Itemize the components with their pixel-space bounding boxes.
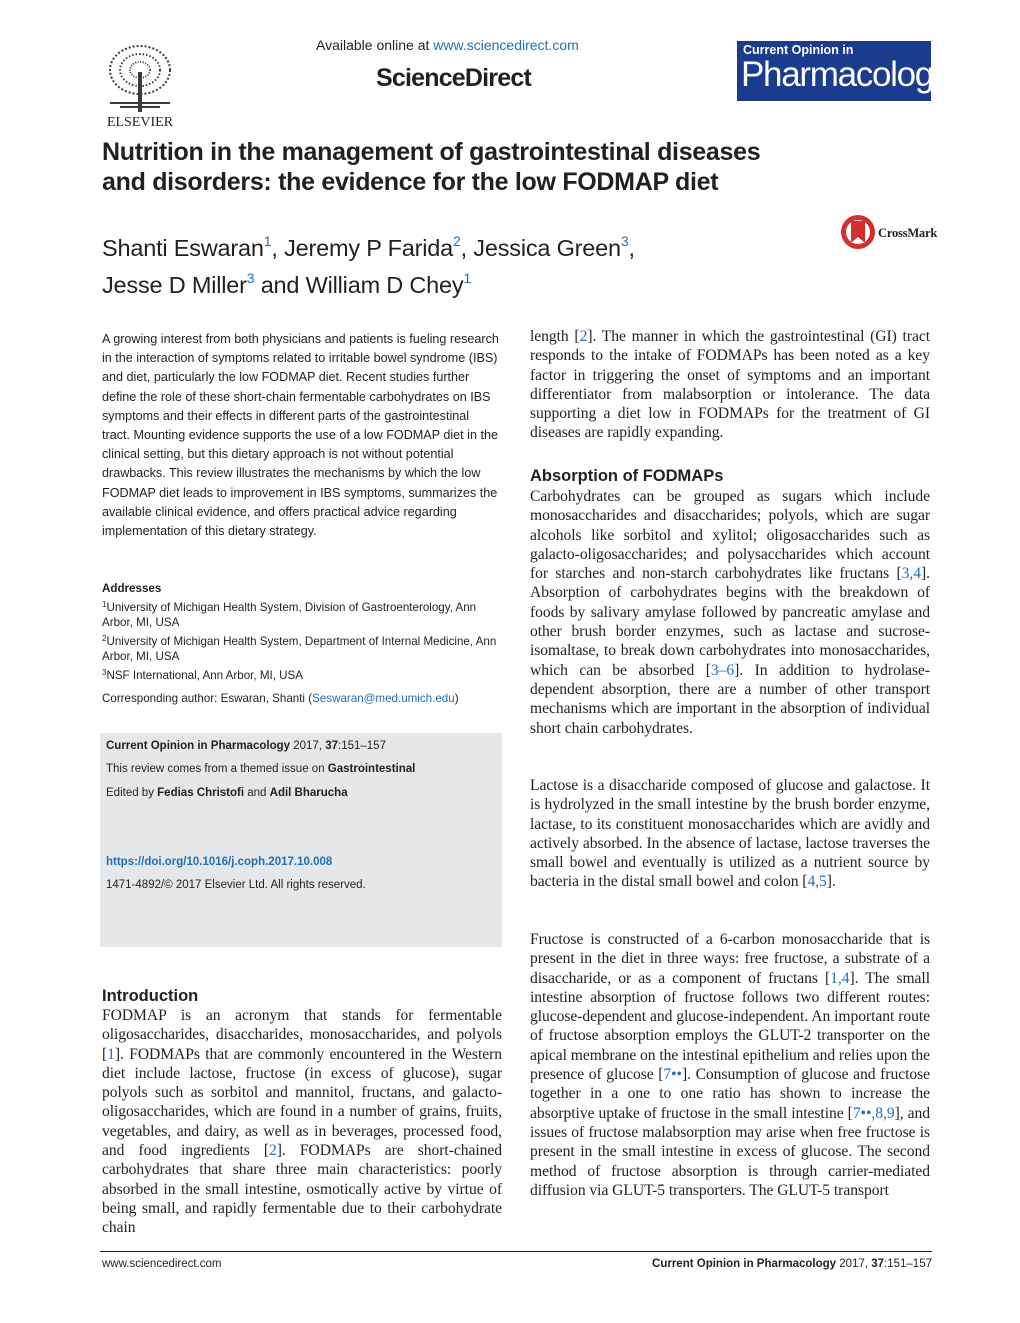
author-name: Jessica Green bbox=[473, 235, 621, 261]
absorption-paragraph-2: Lactose is a disaccharide composed of glucose and galactose. It is hydrolyzed in the small intestine by the brush border enzyme, lactase, to its constituent monosaccharides which are avidly and actively absorbed. In the absence of lactase, lactose traverses the small bowel and eventually is utilized as a nutrient source by bacteria in the distal small bowel and colon [4,5]. bbox=[530, 777, 930, 891]
edited-by-line: Edited by Fedias Christofi and Adil Bharucha bbox=[106, 787, 348, 799]
journal-logo-top: Current Opinion in bbox=[743, 43, 854, 57]
absorption-paragraph-3: Fructose is constructed of a 6-carbon monosaccharide that is present in the diet in three ways: free fructose, a substrate of a disaccharide, or as a component of fructans [1,4]. The small intestine absorption of fructose follows two different routes: glucose-dependent and glucose-independent. An important route of fructose absorption employs the GLUT-2 transporter on the apical membrane on the intestinal epithelium and relies upon the presence of glucose [7••]. Consumption of glucose and fructose together in a one to one ratio has shown to increase the absorptive uptake of fructose in the small intestine [7••,8,9], and issues of fructose malabsorption may arise when free fructose is present in the small intestine in excess of glucose. The second method of fructose absorption is through carrier-mediated diffusion via GLUT-5 transporters. The GLUT-5 transport bbox=[530, 931, 930, 1199]
abstract: A growing interest from both physicians and patients is fueling research in the interaction of symptoms related to irritable bowel syndrome (IBS) and diet, particularly the low FODMAP diet. Recent studies further define the role of these short-chain fermentable carbohydrates on IBS symptoms and their effects in different parts of the gastrointestinal tract. Mounting evidence supports the use of a low FODMAP diet in the clinical setting, but this dietary approach is not without potential drawbacks. This review illustrates the mechanisms by which the low FODMAP diet leads to improvement in IBS symptoms, summarizes the available clinical evidence, and offers practical advice regarding implementation of this dietary strategy. bbox=[102, 332, 499, 539]
absorption-heading: Absorption of FODMAPs bbox=[530, 467, 724, 485]
author-affiliation-ref[interactable]: 1 bbox=[463, 270, 472, 286]
author-affiliation-ref[interactable]: 3 bbox=[246, 270, 255, 286]
footer-citation: Current Opinion in Pharmacology 2017, 37:151–157 bbox=[652, 1258, 932, 1270]
citation-link[interactable]: 2 bbox=[269, 1142, 277, 1160]
doi-link[interactable]: https://doi.org/10.1016/j.coph.2017.10.008 bbox=[106, 856, 333, 868]
citation-link[interactable]: 1,4 bbox=[830, 969, 850, 987]
author-affiliation-ref[interactable]: 3 bbox=[620, 233, 629, 249]
address-item: $^1$University of Michigan Health System, Division of Gastroenterology, Ann Arbor, MI, USA bbox=[102, 599, 477, 630]
journal-logo-bottom: Pharmacology bbox=[741, 55, 950, 94]
introduction-heading: Introduction bbox=[102, 987, 199, 1005]
author-affiliation-ref[interactable]: 2 bbox=[453, 233, 461, 249]
journal-logo bbox=[737, 41, 950, 101]
citation-link[interactable]: 1 bbox=[107, 1045, 115, 1063]
addresses-heading: Addresses bbox=[102, 582, 162, 595]
intro-continued-paragraph: length [2]. The manner in which the gastrointestinal (GI) tract responds to the intake of FODMAPs has been noted as a key factor in triggering the onset of symptoms and an important differentiator from malabsorption or intolerance. The data supporting a diet low in FODMAPs for the treatment of GI diseases are rapidly expanding. bbox=[530, 328, 930, 442]
elsevier-wordmark: ELSEVIER bbox=[106, 115, 174, 128]
sciencedirect-brand: ScienceDirect bbox=[376, 64, 531, 92]
author-name: William D Chey bbox=[305, 272, 464, 298]
citation-line: Current Opinion in Pharmacology 2017, 37:151–157 bbox=[106, 740, 386, 752]
address-item: $^3$NSF International, Ann Arbor, MI, USA bbox=[102, 667, 303, 682]
author-name: Jesse D Miller bbox=[102, 272, 247, 298]
footer-website: www.sciencedirect.com bbox=[102, 1258, 222, 1270]
citation-link[interactable]: 3–6 bbox=[710, 661, 735, 679]
author-name: Shanti Eswaran bbox=[102, 235, 264, 261]
author-list: Shanti Eswaran$^1$, Jeremy P Farida$^2$, Jessica Green$^3$, Jesse D Miller$^3$ and William D Chey$^1$ bbox=[102, 233, 635, 298]
available-prefix: Available online at bbox=[316, 37, 434, 53]
corresponding-author: Corresponding author: Eswaran, Shanti (Seswaran@med.umich.edu) bbox=[102, 692, 459, 705]
footer-divider bbox=[100, 1251, 932, 1252]
copyright-line: 1471-4892/© 2017 Elsevier Ltd. All rights reserved. bbox=[106, 879, 366, 891]
absorption-paragraph-1: Carbohydrates can be grouped as sugars which include monosaccharides and disaccharides; polyols, which are sugar alcohols like sorbitol and xylitol; oligosaccharides such as galacto-oligosaccharides; and polysaccharides which account for starches and non-starch carbohydrates like fructans [3,4]. Absorption of carbohydrates begins with the breakdown of foods by salivary amylase followed by pancreatic amylase and other brush border enzymes, such as lactase and sucrose-isomaltase, to break down carbohydrates into monosaccharides, which can be absorbed [3–6]. In addition to hydrolase-dependent absorption, there are a number of other transport mechanisms which are important in the absorption of individual short chain carbohydrates. bbox=[530, 488, 930, 737]
author-name: Jeremy P Farida bbox=[284, 235, 454, 261]
introduction-paragraph: FODMAP is an acronym that stands for fermentable oligosaccharides, disaccharides, monosaccharides, and polyols [1]. FODMAPs that are commonly encountered in the Western diet include lactose, fructose (in excess of glucose), sugar polyols such as sorbitol and mannitol, fructans, and galacto-oligosaccharides, which are found in a number of grains, fruits, vegetables, and dairy, as well as in beverages, processed food, and food ingredients [2]. FODMAPs are short-chained carbohydrates that share three main characteristics: poorly absorbed in the small intestine, osmotically active by virtue of being small, and rapidly fermentable due to their carbohydrate chain bbox=[102, 1007, 502, 1237]
addresses bbox=[102, 581, 500, 684]
citation-link[interactable]: 4,5 bbox=[807, 873, 827, 891]
address-item: $^2$University of Michigan Health System, Department of Internal Medicine, Ann Arbor, MI, USA bbox=[102, 633, 497, 664]
citation-link[interactable]: 7••,8,9 bbox=[852, 1104, 895, 1122]
themed-issue-line: This review comes from a themed issue on Gastrointestinal bbox=[106, 763, 416, 775]
available-online bbox=[316, 37, 579, 53]
citation-link[interactable]: 2 bbox=[579, 328, 588, 345]
citation-link[interactable]: 3,4 bbox=[901, 565, 921, 583]
article-info-box bbox=[100, 733, 502, 947]
elsevier-logo bbox=[100, 42, 180, 128]
sciencedirect-link[interactable]: www.sciencedirect.com bbox=[433, 37, 579, 53]
author-email-link[interactable]: Seswaran@med.umich.edu bbox=[312, 692, 455, 705]
crossmark-icon[interactable] bbox=[838, 212, 878, 252]
author-affiliation-ref[interactable]: 1 bbox=[263, 233, 272, 249]
article-title: Nutrition in the management of gastrointestinal diseases and disorders: the evidence for the low FODMAP diet bbox=[102, 138, 761, 196]
crossmark-label[interactable]: CrossMark bbox=[878, 226, 938, 240]
citation-link[interactable]: 7•• bbox=[663, 1066, 682, 1084]
